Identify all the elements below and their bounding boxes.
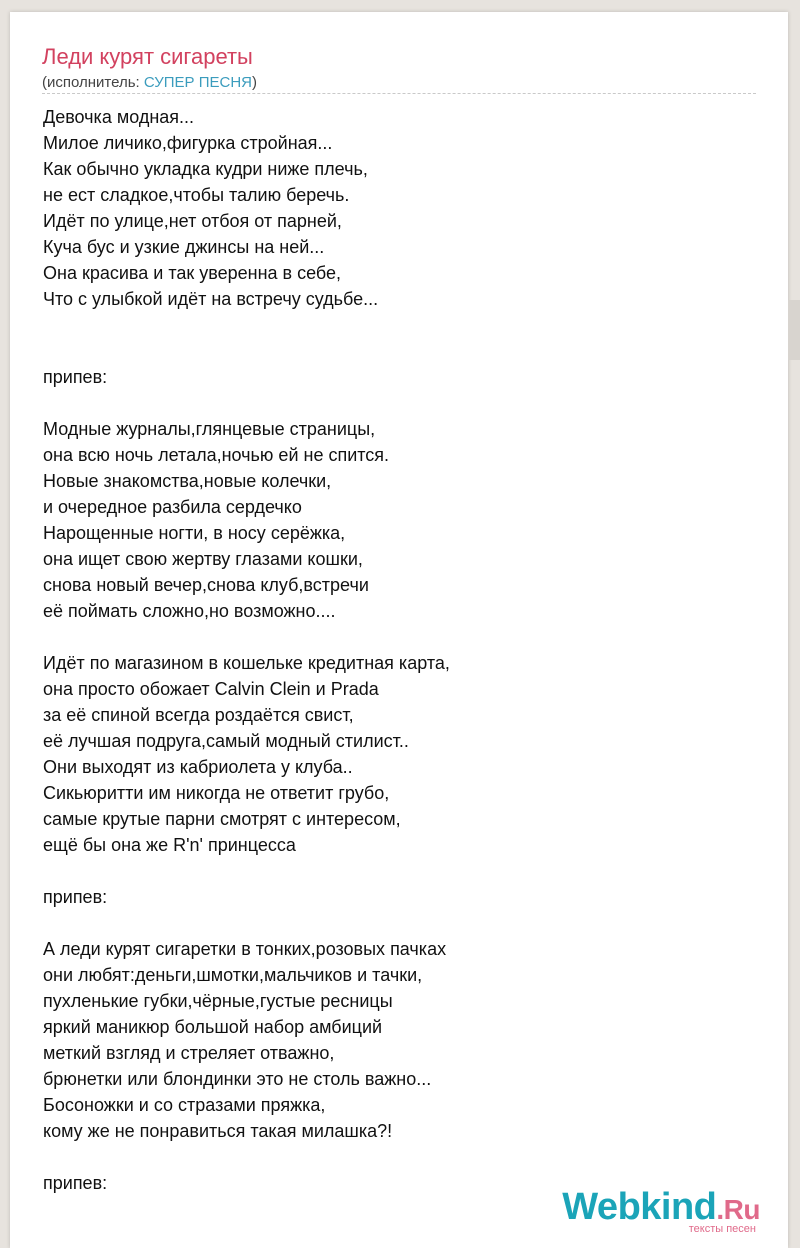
lyric-line: Нарощенные ногти, в носу серёжка, xyxy=(43,523,346,543)
artist-byline xyxy=(42,74,257,91)
lyric-line: её лучшая подруга,самый модный стилист.. xyxy=(43,731,409,751)
logo-brand xyxy=(562,1186,760,1228)
lyric-line: Новые знакомства,новые колечки, xyxy=(43,471,332,491)
song-title: Леди курят сигареты xyxy=(42,44,253,69)
lyric-line: Они выходят из кабриолета у клуба.. xyxy=(43,757,353,777)
lyric-line: Идёт по магазином в кошельке кредитная карта, xyxy=(43,653,450,673)
lyric-line: она всю ночь летала,ночью ей не спится. xyxy=(43,445,390,465)
lyrics-page xyxy=(10,12,788,1248)
lyric-line: она ищет свою жертву глазами кошки, xyxy=(43,549,363,569)
lyric-line xyxy=(43,624,763,650)
lyric-line: кому же не понравиться такая милашка?! xyxy=(43,1121,393,1141)
lyric-line: Босоножки и со стразами пряжка, xyxy=(43,1095,326,1115)
lyric-line: не ест сладкое,чтобы талию беречь. xyxy=(43,185,350,205)
scrollbar-thumb[interactable] xyxy=(788,300,800,360)
lyric-line: пухленькие губки,чёрные,густые ресницы xyxy=(43,991,393,1011)
lyric-line: и очередное разбила сердечко xyxy=(43,497,302,517)
artist-prefix: (исполнитель: xyxy=(42,74,144,91)
logo-tagline: тексты песен xyxy=(688,1223,756,1235)
lyric-line xyxy=(43,312,763,338)
lyric-line: снова новый вечер,снова клуб,встречи xyxy=(43,575,369,595)
lyric-line: припев: xyxy=(43,887,108,907)
lyric-line: А леди курят сигаретки в тонких,розовых пачках xyxy=(43,939,447,959)
lyric-line: Идёт по улице,нет отбоя от парней, xyxy=(43,211,342,231)
logo-brand-name: Webkind xyxy=(562,1186,717,1228)
lyric-line: Сикьюритти им никогда не ответит грубо, xyxy=(43,783,390,803)
lyric-line: самые крутые парни смотрят с интересом, xyxy=(43,809,401,829)
lyric-line: за её спиной всегда роздаётся свист, xyxy=(43,705,354,725)
lyric-line xyxy=(43,910,763,936)
lyric-line: Она красива и так уверенна в себе, xyxy=(43,263,342,283)
lyric-line: Девочка модная... xyxy=(43,107,195,127)
lyric-line: яркий маникюр большой набор амбиций xyxy=(43,1017,383,1037)
site-logo[interactable] xyxy=(562,1186,760,1235)
artist-link[interactable]: СУПЕР ПЕСНЯ xyxy=(143,74,252,91)
lyric-line: Милое личико,фигурка стройная... xyxy=(43,133,333,153)
artist-suffix: ) xyxy=(251,74,257,91)
lyric-line xyxy=(43,1144,763,1170)
lyric-line xyxy=(43,858,763,884)
lyric-line: ещё бы она же R'n' принцесса xyxy=(43,835,296,855)
lyric-line xyxy=(43,390,763,416)
lyric-line: меткий взгляд и стреляет отважно, xyxy=(43,1043,335,1063)
lyric-line xyxy=(43,338,763,364)
lyric-line: брюнетки или блондинки это не столь важно... xyxy=(43,1069,432,1089)
lyric-line: она просто обожает Calvin Clein и Prada xyxy=(43,679,379,699)
lyric-line: Что с улыбкой идёт на встречу судьбе... xyxy=(43,289,379,309)
logo-tld: .Ru xyxy=(716,1194,760,1225)
lyrics-text xyxy=(43,104,763,1196)
lyric-line: они любят:деньги,шмотки,мальчиков и тачки, xyxy=(43,965,423,985)
lyric-line: её поймать сложно,но возможно.... xyxy=(43,601,336,621)
lyric-line: Как обычно укладка кудри ниже плечь, xyxy=(43,159,368,179)
lyric-line: Модные журналы,глянцевые страницы, xyxy=(43,419,376,439)
title-divider xyxy=(42,93,756,94)
lyric-line: припев: xyxy=(43,367,108,387)
lyric-line: припев: xyxy=(43,1173,108,1193)
lyric-line: Куча бус и узкие джинсы на ней... xyxy=(43,237,325,257)
